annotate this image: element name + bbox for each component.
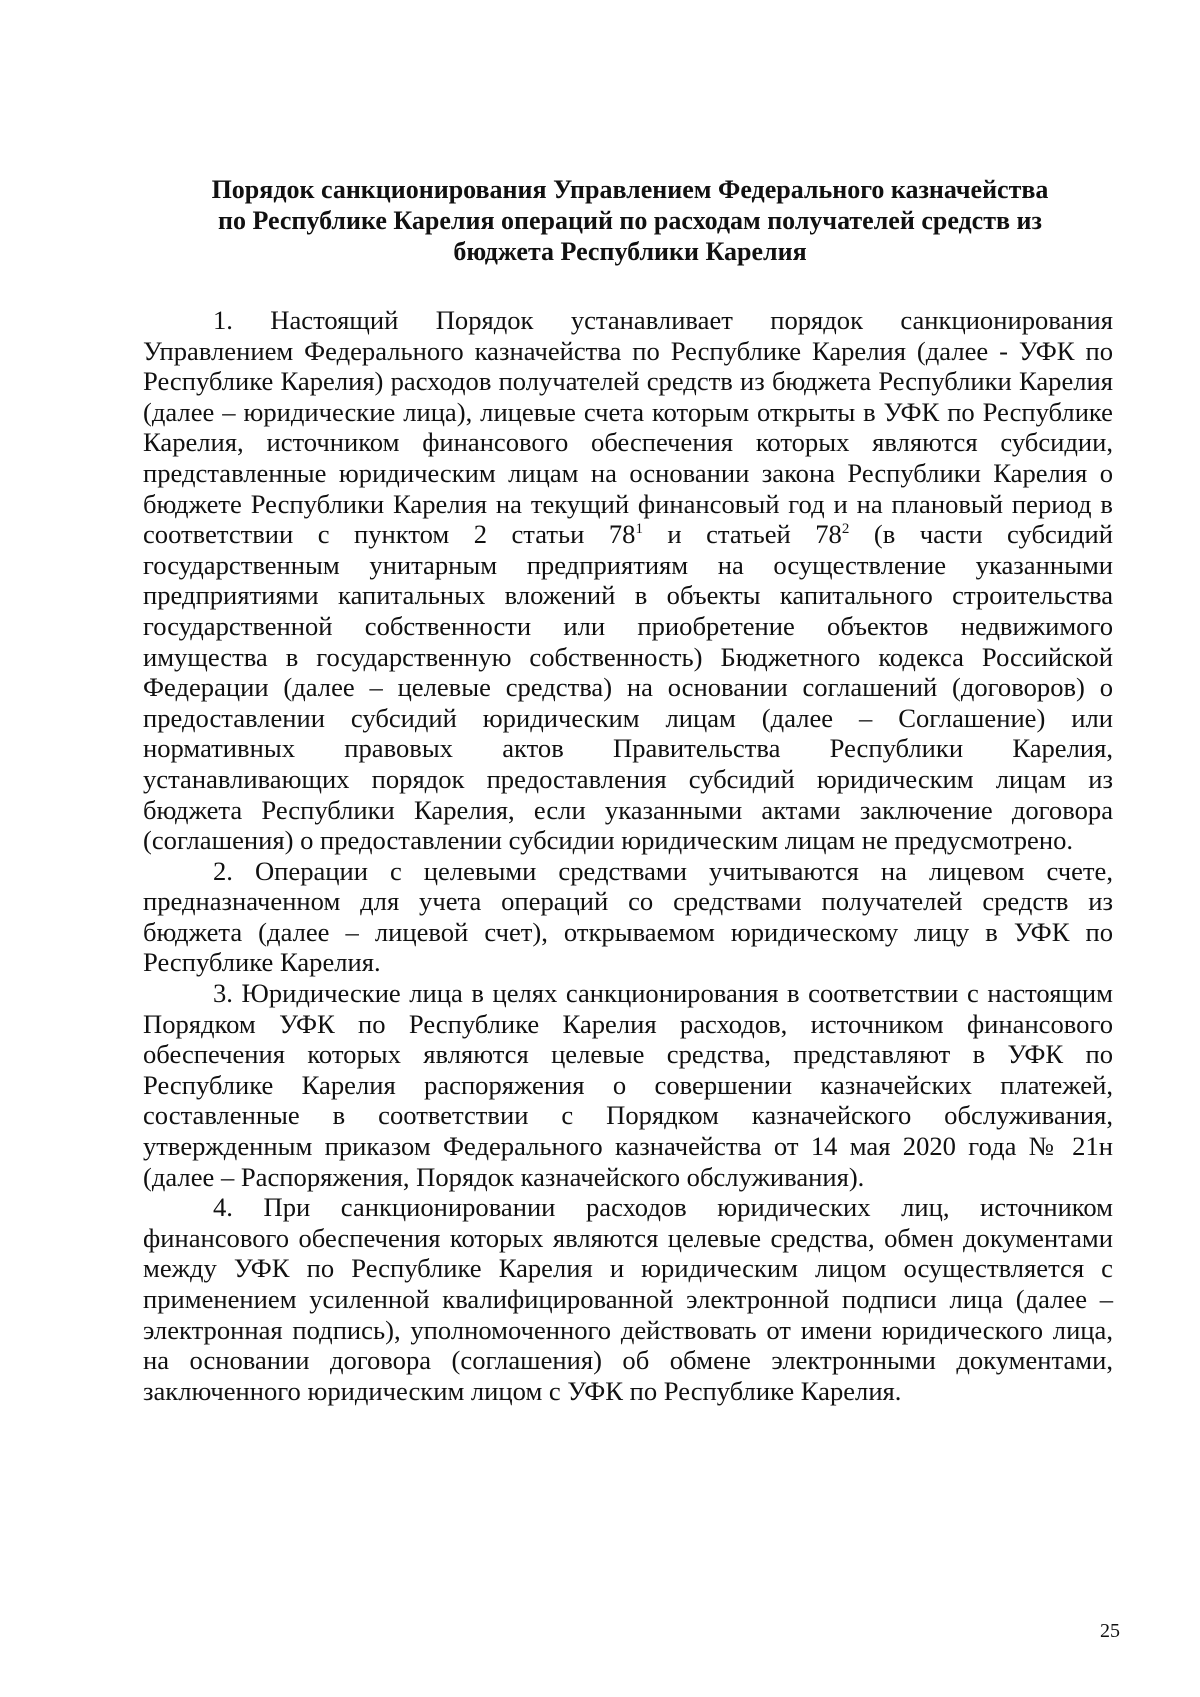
title-line-1: Порядок санкционирования Управлением Федерального казначейства bbox=[211, 175, 1049, 204]
paragraph-1 bbox=[143, 305, 1113, 856]
paragraph-1-part-2: и статьей 78 bbox=[642, 519, 842, 550]
superscript-1: 1 bbox=[635, 521, 643, 538]
title-line-2: по Республике Карелия операций по расходам получателей средств из bbox=[218, 206, 1042, 235]
paragraph-2: 2. Операции с целевыми средствами учитываются на лицевом счете, предназначенном для учета операций со средствами получателей средств из бюджета (далее – лицевой счет), открываемом юридическому лицу в УФК по Республике Карелия. bbox=[143, 855, 1113, 978]
paragraph-1-part-1: 1. Настоящий Порядок устанавливает порядок санкционирования Управлением Федерального казначейства по Республике Карелия (далее - УФК по Республике Карелия) расходов получателей средств из бюджета Республики Карелия (далее – юридические лица), лицевые счета которым открыты в УФК по Республике Карелия, источником финансового обеспечения которых являются субсидии, представленные юридическим лицам на основании закона Республики Карелия о бюджете Республики Карелия на текущий финансовый год и на плановый период в соответствии с пунктом 2 статьи 78 bbox=[143, 305, 1113, 550]
title-line-3: бюджета Республики Карелия bbox=[453, 237, 807, 266]
paragraph-3: 3. Юридические лица в целях санкционирования в соответствии с настоящим Порядком УФК по Республике Карелия расходов, источником финансового обеспечения которых являются целевые средства, представляют в УФК по Республике Карелия распоряжения о совершении казначейских платежей, составленные в соответствии с Порядком казначейского обслуживания, утвержденным приказом Федерального казначейства от 14 мая 2020 года № 21н (далее – Распоряжения, Порядок казначейского обслуживания). bbox=[143, 978, 1113, 1192]
page-number: 25 bbox=[1100, 1620, 1120, 1642]
superscript-2: 2 bbox=[841, 521, 850, 538]
paragraph-4: 4. При санкционировании расходов юридических лиц, источником финансового обеспечения которых являются целевые средства, обмен документами между УФК по Республике Карелия и юридическим лицом осуществляется с применением усиленной квалифицированной электронной подписи лица (далее – электронная подпись), уполномоченного действовать от имени юридического лица, на основании договора (соглашения) об обмене электронными документами, заключенного юридическим лицом с УФК по Республике Карелия. bbox=[143, 1192, 1113, 1406]
document-body bbox=[143, 305, 1113, 1406]
paragraph-1-part-3: (в части субсидий государственным унитарным предприятиям на осуществление указанными предприятиями капитальных вложений в объекты капитального строительства государственной собственности или приобретение объектов недвижимого имущества в государственную собственность) Бюджетного кодекса Российской Федерации (далее – целевые средства) на основании соглашений (договоров) о предоставлении субсидий юридическим лицам (далее – Соглашение) или нормативных правовых актов Правительства Республики Карелия, устанавливающих порядок предоставления субсидий юридическим лицам из бюджета Республики Карелия, если указанными актами заключение договора (соглашения) о предоставлении субсидии юридическим лицам не предусмотрено. bbox=[143, 519, 1114, 856]
document-title bbox=[150, 174, 1110, 267]
